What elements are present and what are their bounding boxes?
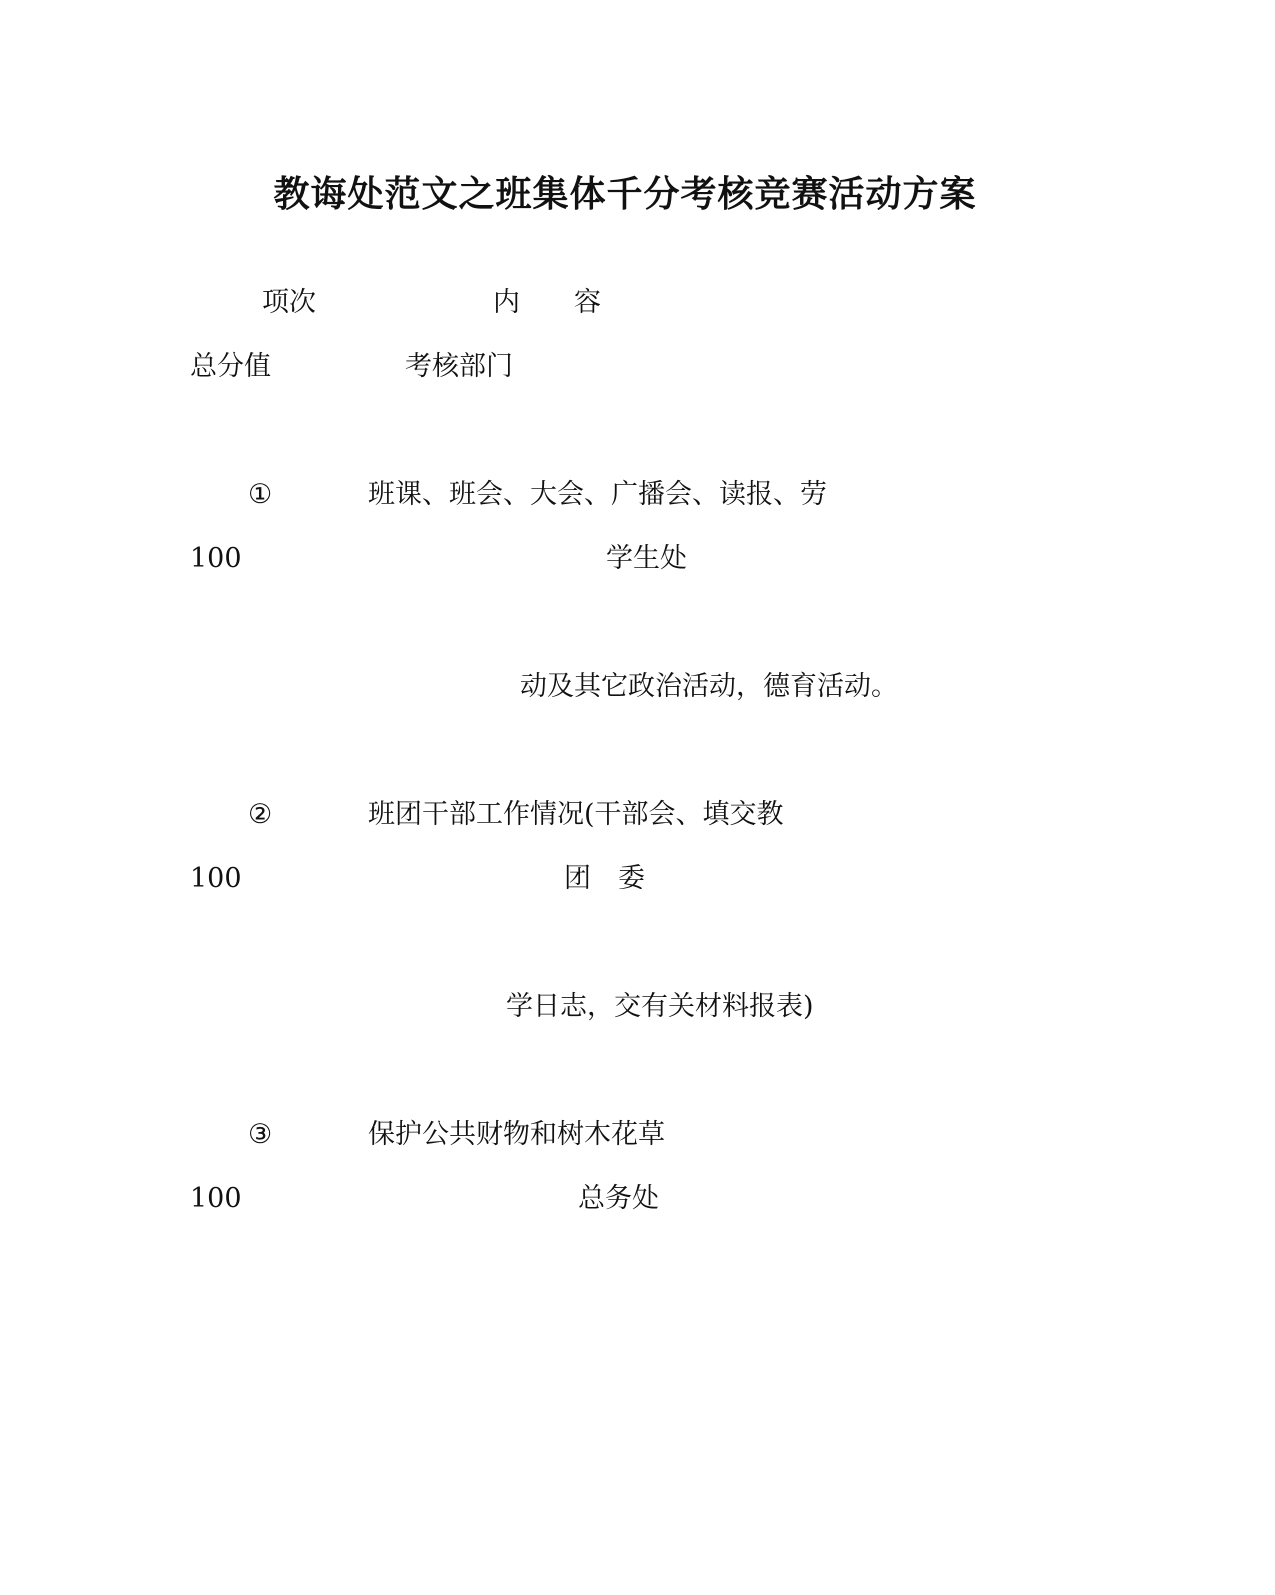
row-1-department: 学生处	[606, 543, 687, 574]
row-2-department: 团 委	[564, 863, 645, 894]
document-title: 教诲处范文之班集体千分考核竞赛活动方案	[273, 173, 977, 215]
header-total-score-label: 总分值	[190, 351, 271, 382]
header-department-label: 考核部门	[405, 351, 513, 382]
row-3-department: 总务处	[578, 1183, 659, 1214]
row-1-number: ①	[248, 479, 273, 510]
row-3-number: ③	[248, 1119, 273, 1150]
row-2-number: ②	[248, 799, 273, 830]
row-1-content-line1: 班课、班会、大会、广播会、读报、劳	[368, 479, 827, 510]
row-3-content-line1: 保护公共财物和树木花草	[368, 1119, 665, 1150]
row-1-content-line2: 动及其它政治活动，德育活动。	[520, 671, 898, 702]
row-2-content-line2: 学日志，交有关材料报表)	[506, 991, 814, 1022]
row-1-score: 100	[190, 543, 242, 574]
row-2-score: 100	[190, 863, 242, 894]
row-2-content-line1: 班团干部工作情况(干部会、填交教	[368, 799, 784, 830]
row-3-score: 100	[190, 1183, 242, 1214]
header-item-label: 项次	[262, 287, 316, 318]
header-content-label: 内 容	[493, 287, 601, 318]
